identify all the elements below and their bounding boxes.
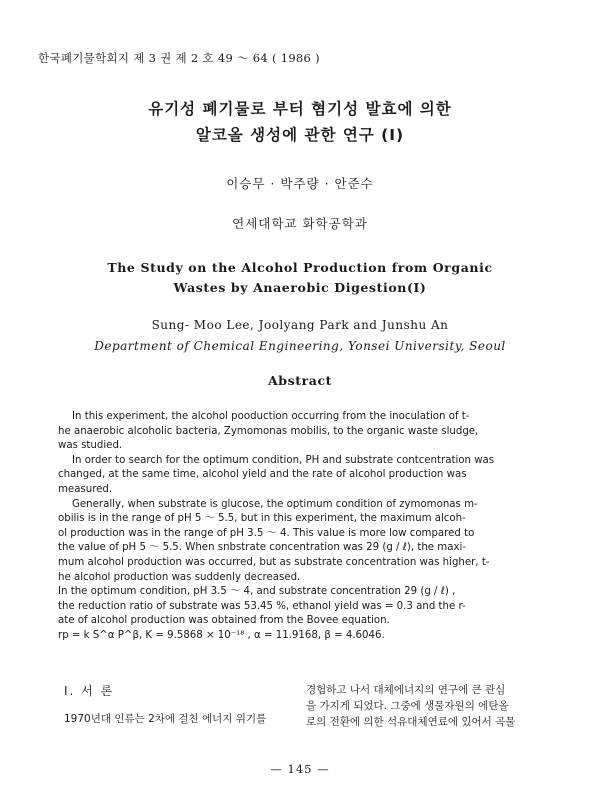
- abstract-line: Generally, when substrate is glucose, the optimum condition of zymomonas m-: [72, 498, 478, 510]
- abstract-line: ol production was in the range of pH 3.5 ～ 4. This value is more low compared to: [58, 527, 475, 539]
- abstract-line: was studied.: [58, 440, 123, 452]
- body-line: 로의 전환에 의한 석유대체연료에 있어서 곡물: [306, 716, 516, 728]
- abstract-line: mum alcohol production was occurred, but as substrate concentration was higher, t-: [58, 556, 490, 568]
- department-english: Department of Chemical Engineering, Yonsei University, Seoul: [94, 339, 506, 353]
- right-column-text: [306, 682, 536, 730]
- english-title-line-2: Wastes by Anaerobic Digestion(I): [173, 280, 427, 295]
- abstract-line: the reduction ratio of substrate was 53.45 %, ethanol yield was = 0.3 and the r-: [58, 600, 466, 612]
- english-title-line-1: The Study on the Alcohol Production from Organic: [107, 260, 493, 275]
- authors-korean: 이승무 · 박주량 · 안준수: [226, 176, 374, 191]
- abstract-line: he alcohol production was suddenly decreased.: [58, 571, 301, 583]
- abstract-line: In the optimum condition, pH 3.5 ～ 4, and substrate concentration 29 (g / ℓ) ,: [58, 586, 456, 598]
- journal-citation: 한국폐기물학회지 제 3 권 제 2 호 49 ～ 64 ( 1986 ): [38, 51, 320, 65]
- abstract-line: changed, at the same time, alcohol yield and the rate of alcohol production was: [58, 469, 467, 481]
- abstract-line: obilis is in the range of pH 5 ～ 5.5, but in this experiment, the maximum alcoh-: [58, 513, 466, 525]
- abstract-line: ate of alcohol production was obtained from the Bovee equation.: [58, 615, 390, 627]
- abstract-line: In this experiment, the alcohol pooduction occurring from the inoculation of t-: [72, 411, 470, 422]
- section-heading: I. 서 론: [64, 684, 115, 698]
- authors-english: Sung- Moo Lee, Joolyang Park and Junshu An: [151, 318, 449, 332]
- korean-title-line-2: 알코올 생성에 관한 연구 (I): [195, 126, 405, 144]
- body-line: 을 가지게 되었다. 그중에 생물자원의 에탄올: [306, 700, 509, 712]
- abstract-body: [58, 410, 538, 644]
- rate-equation: rp = k S^α P^β, K = 9.5868 × 10⁻¹⁸ , α = 11.9168, β = 4.6046.: [58, 629, 385, 641]
- korean-title-line-1: 유기성 폐기물로 부터 혐기성 발효에 의한: [148, 100, 452, 118]
- abstract-line: measured.: [58, 483, 113, 495]
- abstract-line: he anaerobic alcoholic bacteria, Zymomonas mobilis, to the organic waste sludge,: [58, 425, 479, 437]
- abstract-heading: Abstract: [267, 373, 333, 388]
- abstract-line: In order to search for the optimum condition, PH and substrate contcentration was: [72, 454, 495, 466]
- affiliation-korean: 연세대학교 화학공학과: [232, 216, 368, 231]
- body-line: 경험하고 나서 대체에너지의 연구에 큰 관심: [306, 684, 506, 696]
- page-number: — 145 —: [270, 762, 330, 776]
- abstract-line: the value of pH 5 ～ 5.5. When snbstrate concentration was 29 (g / ℓ), the maxi-: [58, 542, 467, 554]
- left-column-text: 1970년대 인류는 2차에 걸친 에너지 위기를: [64, 713, 267, 725]
